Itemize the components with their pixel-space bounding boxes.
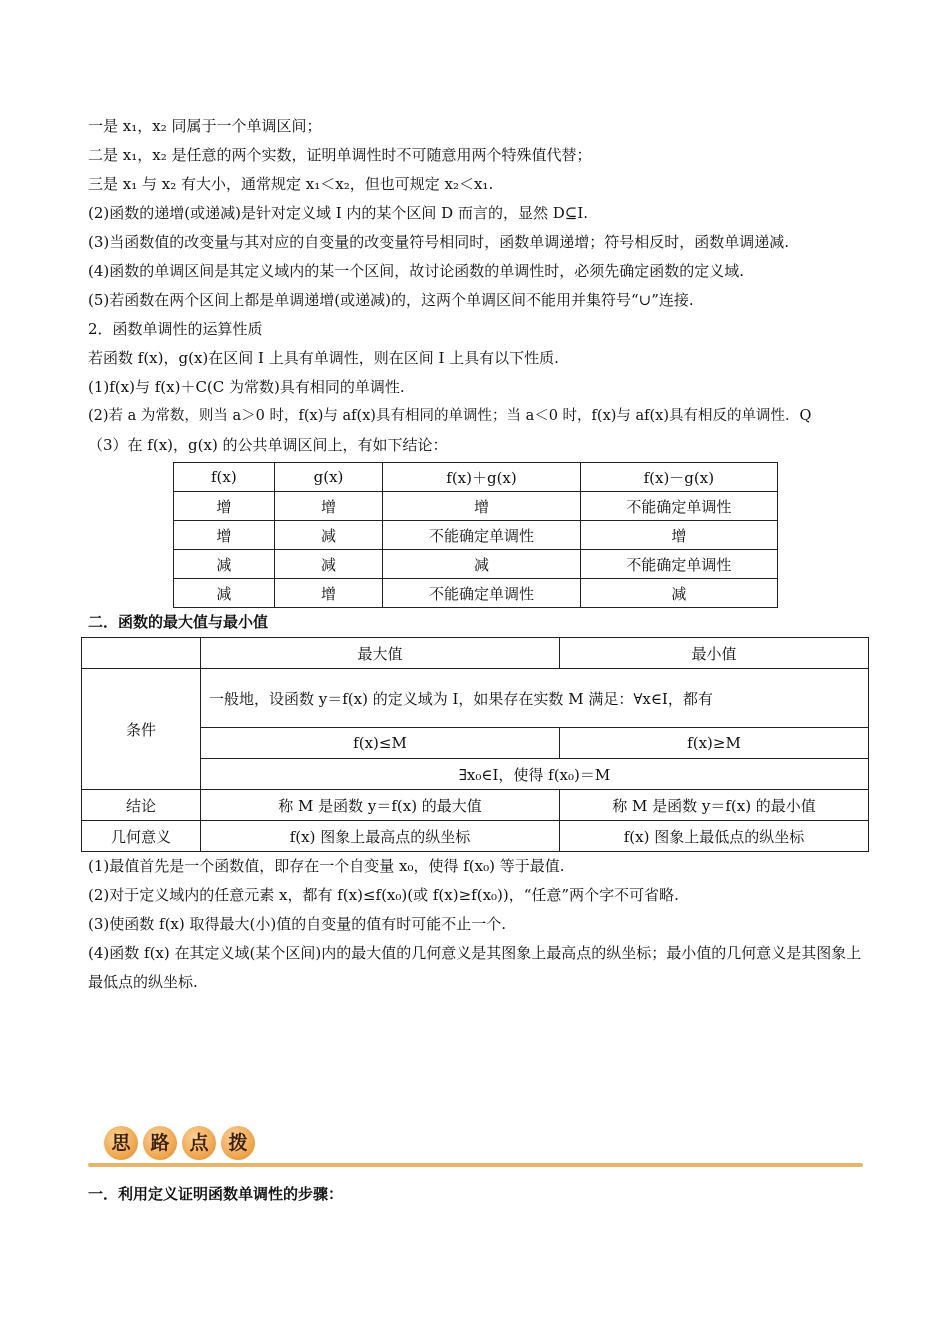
banner-rule — [88, 1163, 863, 1167]
table-cell: 增 — [580, 521, 777, 550]
table-row — [82, 821, 869, 852]
conclusion-max: 称 M 是函数 y＝f(x) 的最大值 — [201, 790, 560, 821]
banner-badge: 思 — [104, 1126, 138, 1160]
section-heading: 二．函数的最大值与最小值 — [88, 613, 269, 631]
text-line: 三是 x₁ 与 x₂ 有大小，通常规定 x₁＜x₂，但也可规定 x₂＜x₁. — [88, 175, 494, 193]
max-min-table — [81, 637, 869, 852]
text-line: (3)当函数值的改变量与其对应的自变量的改变量符号相同时，函数单调递增；符号相反时，函数单调递减. — [88, 233, 790, 251]
table-header: f(x) — [174, 463, 275, 492]
table-cell: 不能确定单调性 — [383, 579, 580, 608]
condition-min: f(x)≥M — [560, 728, 869, 759]
text-line: (1)最值首先是一个函数值，即存在一个自变量 x₀，使得 f(x₀) 等于最值. — [88, 857, 565, 875]
table-cell: 减 — [174, 579, 275, 608]
document-body — [88, 112, 868, 997]
table-header: f(x)－g(x) — [580, 463, 777, 492]
table-cell: 减 — [274, 521, 383, 550]
table-cell: 减 — [274, 550, 383, 579]
row-label-condition: 条件 — [82, 669, 201, 790]
monotonicity-table — [173, 462, 778, 608]
conclusion-min: 称 M 是函数 y＝f(x) 的最小值 — [560, 790, 869, 821]
section-banner — [88, 1122, 863, 1168]
table-cell: 增 — [383, 492, 580, 521]
table-row — [174, 492, 778, 521]
text-line: 一是 x₁，x₂ 同属于一个单调区间； — [88, 117, 322, 135]
table-header: 最大值 — [201, 638, 560, 669]
text-line: (4)函数 f(x) 在其定义域(某个区间)内的最大值的几何意义是其图象上最高点的纵坐标；最小值的几何意义是其图象上最低点的纵坐标. — [88, 944, 862, 991]
table-cell-empty — [82, 638, 201, 669]
table-row — [174, 550, 778, 579]
row-label-conclusion: 结论 — [82, 790, 201, 821]
text-line: 二是 x₁，x₂ 是任意的两个实数，证明单调性时不可随意用两个特殊值代替； — [88, 146, 592, 164]
table-cell: 增 — [274, 492, 383, 521]
table-cell: 不能确定单调性 — [580, 492, 777, 521]
text-line: 若函数 f(x)，g(x)在区间 I 上具有单调性，则在区间 I 上具有以下性质. — [88, 349, 559, 367]
text-line: (2)函数的递增(或递减)是针对定义域 I 内的某个区间 D 而言的，显然 D⊆I. — [88, 204, 589, 222]
table-cell: 增 — [174, 521, 275, 550]
section-heading: 一．利用定义证明函数单调性的步骤： — [88, 1185, 344, 1203]
table-header: f(x)＋g(x) — [383, 463, 580, 492]
table-header: 最小值 — [560, 638, 869, 669]
table-row — [82, 790, 869, 821]
table-cell: 减 — [580, 579, 777, 608]
table-row — [174, 579, 778, 608]
table-cell: 不能确定单调性 — [383, 521, 580, 550]
condition-text: 一般地，设函数 y＝f(x) 的定义域为 I，如果存在实数 M 满足：∀x∈I，都有 — [201, 669, 869, 728]
table-cell: 减 — [174, 550, 275, 579]
text-line: (4)函数的单调区间是其定义域内的某一个区间，故讨论函数的单调性时，必须先确定函数的定义域. — [88, 262, 745, 280]
text-line: (5)若函数在两个区间上都是单调递增(或递减)的，这两个单调区间不能用并集符号“∪”连接. — [88, 291, 694, 309]
banner-badge: 路 — [143, 1126, 177, 1160]
banner-badge: 拨 — [221, 1126, 255, 1160]
table-cell: 增 — [274, 579, 383, 608]
geometric-min: f(x) 图象上最低点的纵坐标 — [560, 821, 869, 852]
condition-max: f(x)≤M — [201, 728, 560, 759]
table-row — [82, 669, 869, 728]
text-line: (2)若 a 为常数，则当 a＞0 时，f(x)与 af(x)具有相同的单调性；当 a＜0 时，f(x)与 af(x)具有相反的单调性．Q — [88, 408, 812, 424]
table-cell: 增 — [174, 492, 275, 521]
text-line: （3）在 f(x)，g(x) 的公共单调区间上，有如下结论： — [88, 436, 448, 454]
text-line: (3)使函数 f(x) 取得最大(小)值的自变量的值有时可能不止一个. — [88, 915, 506, 933]
text-line: (1)f(x)与 f(x)＋C(C 为常数)具有相同的单调性. — [88, 378, 405, 396]
table-row — [82, 728, 869, 759]
table-cell: 不能确定单调性 — [580, 550, 777, 579]
table-header: g(x) — [274, 463, 383, 492]
geometric-max: f(x) 图象上最高点的纵坐标 — [201, 821, 560, 852]
table-row — [174, 521, 778, 550]
condition-exist: ∃x₀∈I，使得 f(x₀)＝M — [201, 759, 869, 790]
table-cell: 减 — [383, 550, 580, 579]
subsection-heading: 2．函数单调性的运算性质 — [88, 320, 263, 338]
text-line: (2)对于定义域内的任意元素 x，都有 f(x)≤f(x₀)(或 f(x)≥f(x₀))，“任意”两个字不可省略. — [88, 886, 679, 904]
banner-badge: 点 — [182, 1126, 216, 1160]
table-header-row — [82, 638, 869, 669]
table-header-row — [174, 463, 778, 492]
table-row — [82, 759, 869, 790]
row-label-geometric: 几何意义 — [82, 821, 201, 852]
